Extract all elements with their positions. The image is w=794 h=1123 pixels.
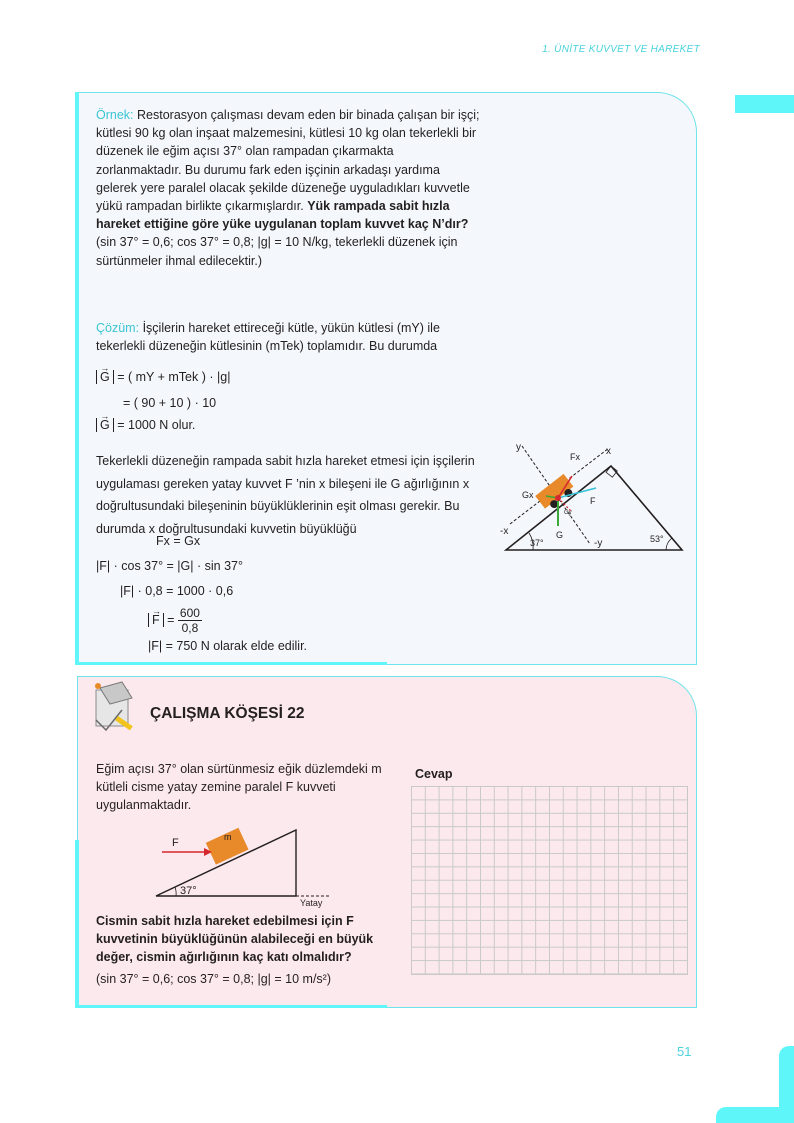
label-neg-y: -y — [594, 538, 603, 549]
label-neg-x: -x — [500, 526, 509, 537]
exercise-question: Cismin sabit hızla hareket edebilmesi için F kuvvetinin büyüklüğünün alabileceği en büyük değer, cismin ağırlığının kaç katı olmalıdır? — [96, 914, 374, 965]
label-Gx: Gx — [522, 490, 534, 500]
answer-label: Cevap — [415, 767, 453, 781]
equation-weight-formula: → G = ( mY + mTek ) · |g| — [96, 370, 230, 384]
example-text — [96, 106, 480, 270]
equation-force-numbers: |F| · 0,8 = 1000 · 0,6 — [120, 584, 234, 598]
corner-tab-horizontal — [716, 1107, 794, 1123]
page-number: 51 — [677, 1044, 692, 1059]
label-angle: 37° — [180, 885, 197, 897]
equation-weight-result: → G = 1000 N olur. — [96, 418, 195, 432]
running-header: 1. ÜNİTE KUVVET VE HAREKET — [542, 44, 700, 55]
example-box-accent — [75, 92, 79, 665]
label-y: y — [516, 442, 521, 453]
exercise-title: ÇALIŞMA KÖŞESİ 22 — [150, 705, 305, 722]
abs-G-bars: → G — [96, 370, 114, 384]
incline-exercise-diagram — [150, 826, 340, 910]
solution-text: İşçilerin hareket ettireceği kütle, yükün kütlesi (mY) ile tekerlekli düzeneğin kütlesinin (mTek) toplamıdır. Bu durumda — [96, 321, 440, 354]
study-corner-icon — [92, 680, 142, 732]
label-F: F — [172, 837, 179, 849]
label-angle-53: 53° — [650, 534, 664, 544]
exercise-text: Eğim açısı 37° olan sürtünmesiz eğik düzlemdeki m kütleli cisme yatay zemine paralel F kuvveti uygulanmaktadır. — [96, 762, 382, 813]
exercise-box-accent — [75, 840, 79, 1008]
example-givens: (sin 37° = 0,6; cos 37° = 0,8; |g| = 10 N/kg, tekerlekli düzenek için sürtünmeler ihmal edilecektir.) — [96, 235, 458, 268]
label-m: m — [224, 832, 232, 842]
exercise-box-bottom-accent — [77, 1005, 387, 1008]
equation-force-result: |F| = 750 N olarak elde edilir. — [148, 639, 308, 653]
label-Fx: Fx — [570, 452, 580, 462]
solution-intro — [96, 319, 480, 355]
example-box-bottom-accent — [77, 662, 387, 665]
equation-force-balance: |F| · cos 37° = |G| · sin 37° — [96, 559, 243, 573]
solution-text-2: Tekerlekli düzeneğin rampada sabit hızla hareket etmesi için işçilerin uygulaması gereken yatay kuvvet F ’nin x bileşeni ile G ağırlığının x doğrultusundaki bileşeninin büyüklüklerinin eşit olması gerekir. Bu durumda x doğrultusundaki kuvvetin büyüklüğü — [96, 454, 475, 536]
equation-weight-substitution: = ( 90 + 10 ) · 10 — [123, 396, 217, 410]
example-question: Yük rampada sabit hızla hareket ettiğine göre yüke uygulanan toplam kuvvet kaç N’dır? — [96, 199, 469, 232]
example-body: Restorasyon çalışması devam eden bir binada çalışan bir işçi; kütlesi 90 kg olan inşaat malzemesini, kütlesi 10 kg olan tekerlekli bir düzenek ile eğim açısı 37° olan rampadan çıkarmakta zorlanmaktadır. Bu durumu fark eden işçinin arkadaşı yardıma gelerek yere paralel olacak şekilde düzeneğe uyguladıkları kuvvetle yükü rampadan birlikte çıkarmışlardır. — [96, 108, 480, 214]
answer-grid[interactable] — [411, 786, 688, 975]
label-angle-37: 37° — [530, 538, 544, 548]
example-label: Örnek: — [96, 108, 134, 122]
label-x: x — [606, 446, 611, 457]
exercise-givens: (sin 37° = 0,6; cos 37° = 0,8; |g| = 10 m/s²) — [96, 972, 332, 986]
label-G: G — [556, 530, 564, 540]
label-Gy: Gy — [564, 510, 572, 516]
equation-force-fraction: → F = $\frac{600}{0,8}$ — [148, 606, 202, 635]
solution-label: Çözüm: — [96, 321, 140, 335]
fraction: $\frac{600}{0,8}$ — [179, 606, 200, 635]
equation-components: Fx = Gx — [156, 534, 201, 548]
chapter-tab — [735, 95, 794, 113]
label-F: F — [590, 496, 596, 506]
label-ground: Yatay — [300, 898, 323, 908]
incline-force-diagram — [498, 438, 690, 556]
